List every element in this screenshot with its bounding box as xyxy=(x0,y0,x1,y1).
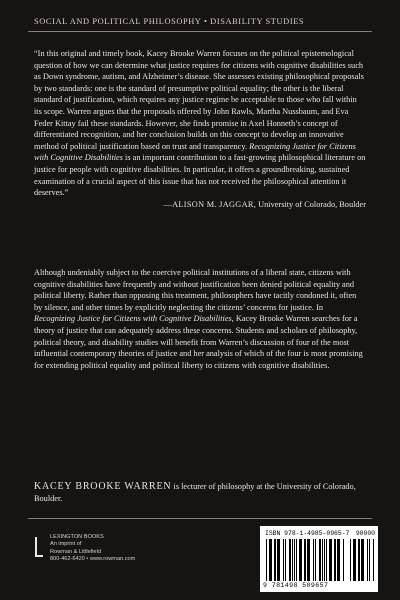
publisher-name: LEXINGTON BOOKS xyxy=(50,534,104,540)
author-bio-text: is lecturer of philosophy at the University of Colorado, Boulder. xyxy=(34,482,356,503)
barcode-bar xyxy=(277,539,280,581)
publisher-text xyxy=(50,534,135,564)
attribution-name: —ALISON M. JAGGAR, xyxy=(163,199,257,209)
blurb-book-title: Recognizing Justice for Citizens with Cognitive Disabilities xyxy=(34,141,356,163)
barcode-bar xyxy=(307,539,310,581)
barcode-bar xyxy=(292,539,293,581)
barcode-bar xyxy=(322,539,323,581)
barcode-bar xyxy=(274,539,276,581)
barcode-bar xyxy=(334,539,336,581)
barcode-bar xyxy=(324,539,325,581)
bottom-divider xyxy=(28,518,372,519)
barcode-bar xyxy=(353,539,356,581)
barcode-bar xyxy=(350,539,351,581)
isbn-number: ISBN 978-1-4985-0965-7 xyxy=(265,530,350,537)
author-name: KACEY BROOKE WARREN xyxy=(34,481,172,492)
attribution-affiliation: University of Colorado, Boulder xyxy=(256,199,366,209)
barcode-digits: 9 781498 509657 xyxy=(263,582,329,589)
barcode-bar xyxy=(373,539,374,581)
publisher-parent: Rowman & Littlefield xyxy=(50,548,101,555)
barcode-bar xyxy=(358,539,360,581)
top-divider xyxy=(28,31,372,32)
barcode-bar xyxy=(326,539,327,581)
barcode-bar xyxy=(337,539,340,581)
barcode-bar xyxy=(369,539,370,581)
blurb-text-2: is an important contribution to a fast-growing philosophical literature on justice for people with cognitive disabilities. In particular, it offers a groundbreaking, sustained examination of a crucial aspect of this issue that has not received the philosophical attention it deserves.” xyxy=(34,153,366,198)
barcode-bar xyxy=(285,539,286,581)
author-bio xyxy=(34,481,366,504)
barcode-bar xyxy=(313,539,314,581)
description-book-title: Recognizing Justice for Citizens with Cognitive Disabilities xyxy=(34,314,232,324)
barcode-bar xyxy=(304,539,306,581)
barcode-bar xyxy=(315,539,316,581)
barcode-bar xyxy=(294,539,295,581)
blurb-text-1: “In this original and timely book, Kacey Brooke Warren focuses on the political epistemological question of how we can determine what justice requires for citizens with cognitive disabilities such as Down syndrome, autism, and Alzheimer’s disease. She assesses existing philosophical proposals by two standards: one is the standard of presumptive political equality; the other is the liberal standard of justification, which requires any justice regime be acceptable to those who fall within its scope. Warren argues that the proposals offered by John Rawls, Martha Nussbaum, and Eva Feder Kittay fail these standards. However, she finds promise in Axel Honneth’s concept of differentiated recognition, and her conclusion builds on this concept to develop an innovative method of political justification based on trust and transparency. xyxy=(34,49,364,151)
publisher-imprint: An imprint of xyxy=(50,541,82,548)
barcode-bar xyxy=(329,539,332,581)
description-text-2: , Kacey Brooke Warren searches for a theory of justice that can adequately address these concerns. Students and scholars of philosophy, political theory, and disability studies will benefit from Warren’s discussion of four of the most influential contemporary theories of justice and her analysis of which of the four is most promising for extending political equality and political liberty to citizens with cognitive disabilities. xyxy=(34,314,363,370)
isbn-barcode xyxy=(260,526,378,592)
endorsement-blurb xyxy=(34,48,366,210)
barcode-bar xyxy=(283,539,284,581)
barcode-bar xyxy=(299,539,302,581)
publisher-contact: 800-462-6420 • www.rowman.com xyxy=(50,556,136,563)
barcode-bar xyxy=(266,539,267,581)
description-text-1: Although undeniably subject to the coercive political institutions of a liberal state, citizens with cognitive disabilities have frequently and without justification been denied political equality and political liberty. Rather than opposing this treatment, philosophers have tacitly condoned it, often by silence, and other times by explicitly neglecting the citizens’ concerns for justice. In xyxy=(34,268,357,312)
publisher-logo-icon xyxy=(34,536,44,558)
isbn-line xyxy=(265,530,375,537)
barcode-bar xyxy=(343,539,344,581)
category-header: SOCIAL AND POLITICAL PHILOSOPHY • DISABILITY STUDIES xyxy=(34,17,305,26)
barcode-bar xyxy=(361,539,364,581)
publisher-block xyxy=(34,534,135,564)
book-description xyxy=(34,267,366,371)
barcode-bar xyxy=(319,539,321,581)
barcode-bar xyxy=(367,539,368,581)
price-code: 90000 xyxy=(355,530,375,537)
barcode-bar xyxy=(269,539,272,581)
barcode-bar xyxy=(296,539,297,581)
barcode-bar xyxy=(289,539,291,581)
blurb-attribution xyxy=(34,199,366,211)
